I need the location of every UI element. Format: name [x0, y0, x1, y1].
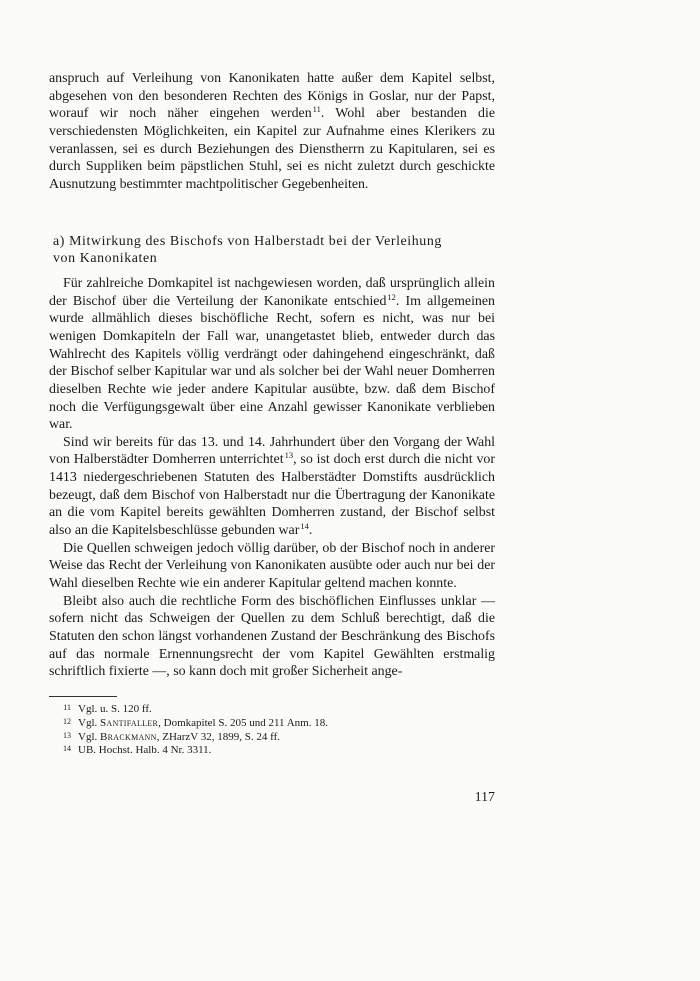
paragraph-4: [49, 593, 495, 681]
footnote-citation: , ZHarzV 32, 1899, S. 24 ff.: [156, 730, 281, 743]
footnote-13: [53, 731, 495, 745]
section-heading-line2: von Kanonikaten: [53, 251, 158, 267]
footnote-prefix: Vgl.: [78, 730, 100, 743]
footnotes: [49, 703, 495, 758]
footnote-prefix: Vgl.: [78, 716, 100, 729]
footnote-number: 13: [63, 730, 71, 740]
paragraph-text: Bleibt also auch die rechtliche Form des bischöflichen Einflusses unklar — sofern nicht das Schweigen der Quellen zu dem Schluß berechtigt, daß die Statuten den schon längst vorhandenen Zustand der Beschränkung des Bischofs auf das normale Ernennungsrecht der vom Kapitel Gewählten erstmalig schriftlich fixierte —, so kann doch mit großer Sicherheit ange-: [49, 593, 495, 680]
page-number: 117: [474, 790, 495, 805]
footnote-number: 12: [63, 716, 71, 726]
paragraph-text: , so ist doch erst durch die nicht vor 1413 niedergeschriebenen Statuten des Halberstädter Domstifts ausdrücklich bezeugt, daß dem Bischof von Halberstadt nur die Übertragung der Kanonikate an die vom Kapitel bereits gewählten Domherren zustand, der Bischof selbst also an die Kapitelsbeschlüsse gebunden war: [49, 452, 495, 539]
footnote-number: 14: [63, 744, 71, 754]
footnote-author: Brackmann: [100, 730, 157, 743]
footnote-citation: , Domkapitel S. 205 und 211 Anm. 18.: [158, 716, 328, 729]
paragraph-3: [49, 540, 495, 593]
paragraph-text: .: [308, 523, 313, 539]
paragraph-text: Für zahlreiche Domkapitel ist nachgewiesen worden, daß ursprünglich allein der Bischof über die Verteilung der Kanonikate entschied: [49, 275, 495, 309]
paragraph-text: . Wohl aber bestanden die verschiedensten Möglichkeiten, ein Kapitel zur Aufnahme eines Klerikers zu veranlassen, sei es durch Beziehungen des Dienstherrn zu Kapitularen, sei es durch Suppliken beim päpstlichen Stuhl, sei es nicht zuletzt durch geschickte Ausnutzung bestimmter machtpolitischer Gegebenheiten.: [49, 106, 495, 192]
section-heading-line1: a) Mitwirkung des Bischofs von Halberstadt bei der Verleihung: [53, 233, 442, 249]
footnote-14: [53, 744, 495, 758]
footnote-ref-13[interactable]: 13: [284, 450, 294, 461]
paragraph-text: Sind wir bereits für das 13. und 14. Jahrhundert über den Vorgang der Wahl von Halberstädter Domherren unterrichtet: [49, 434, 495, 468]
footnote-ref-14[interactable]: 14: [300, 521, 309, 532]
footnote-ref-11[interactable]: 11: [312, 104, 321, 115]
section-heading: [49, 233, 495, 268]
footnote-divider: [49, 696, 117, 697]
footnote-text: [78, 717, 328, 731]
page-content: [49, 70, 495, 758]
paragraph-text: anspruch auf Verleihung von Kanonikaten hatte außer dem Kapitel selbst, abgesehen von den besonderen Rechten des Königs in Goslar, nur der Papst, worauf wir noch näher eingehen werden: [49, 71, 495, 122]
paragraph-1: [49, 275, 495, 434]
footnote-text: UB. Hochst. Halb. 4 Nr. 3311.: [78, 744, 212, 757]
footnote-text: Vgl. u. S. 120 ff.: [78, 703, 152, 715]
paragraph-text: . Im allgemeinen wurde allmählich dieses bischöfliche Recht, sofern es nicht, was nur bei wenigen Domkapiteln der Fall war, unangetastet blieb, entweder durch das Wahlrecht des Kapitels völlig verdrängt oder dahingehend eingeschränkt, daß der Bischof selber Kapitular war und als solcher bei der Wahl neuer Domherren dieselben Rechte wie jeder andere Kapitular ausübte, bzw. daß dem Bischof noch die Verfügungsgewalt über eine Anzahl gewisser Kanonikate verblieben war.: [49, 293, 495, 433]
body-text: [49, 70, 495, 681]
paragraph-text: Die Quellen schweigen jedoch völlig darüber, ob der Bischof noch in anderer Weise das Recht der Verleihung von Kanonikaten ausübte oder auch nur bei der Wahl dieselben Rechte wie ein anderer Kapitular geltend machen konnte.: [49, 540, 495, 592]
footnote-author: Santifaller: [100, 716, 159, 729]
footnote-ref-12[interactable]: 12: [387, 291, 396, 302]
footnote-12: [53, 717, 495, 731]
footnote-11: [53, 703, 495, 717]
footnote-text: [78, 731, 280, 745]
paragraph-2: [49, 434, 495, 540]
footnote-number: 11: [63, 703, 71, 712]
opening-paragraph: [49, 70, 495, 194]
